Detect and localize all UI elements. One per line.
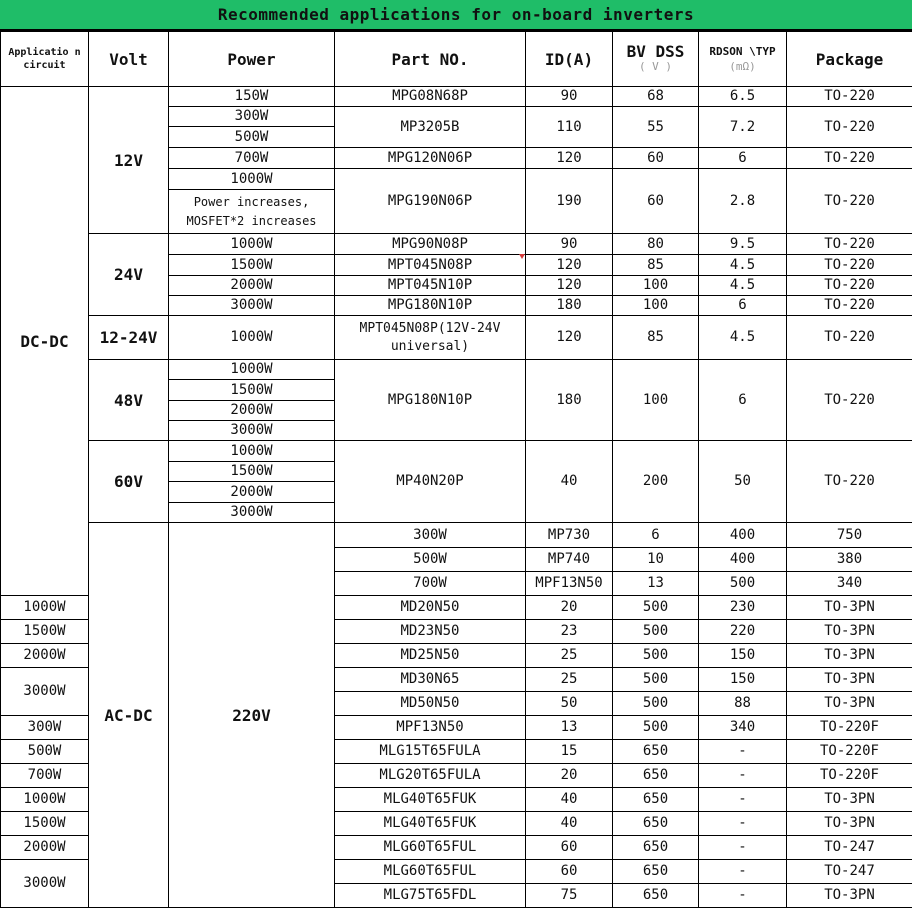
volt-220v: 220V <box>169 523 335 908</box>
power-cell: 1000W <box>169 441 335 462</box>
volt-60v: 60V <box>89 441 169 523</box>
package-cell: TO-220 <box>787 169 912 234</box>
rdson-cell: - <box>699 884 787 908</box>
power-cell: 3000W <box>169 503 335 523</box>
power-cell: 500W <box>1 740 89 764</box>
id-cell: 75 <box>526 884 613 908</box>
power-cell: 500W <box>169 127 335 148</box>
bvdss-cell: 500 <box>613 668 699 692</box>
rdson-cell: 4.5 <box>699 255 787 276</box>
power-cell: 300W <box>335 523 526 548</box>
application-acdc: AC-DC <box>89 523 169 908</box>
id-cell: 40 <box>526 441 613 523</box>
id-cell: 40 <box>526 788 613 812</box>
id-cell: 40 <box>526 812 613 836</box>
id-cell: 120 <box>526 316 613 360</box>
bvdss-cell: 650 <box>613 836 699 860</box>
bvdss-cell: 400 <box>699 523 787 548</box>
bvdss-cell: 55 <box>613 107 699 148</box>
power-cell: 3000W <box>169 296 335 316</box>
rdson-cell: 50 <box>699 441 787 523</box>
id-cell: 110 <box>526 107 613 148</box>
bvdss-cell: 650 <box>613 812 699 836</box>
bvdss-cell: 500 <box>613 692 699 716</box>
volt-48v: 48V <box>89 360 169 441</box>
bvdss-cell: 100 <box>613 276 699 296</box>
package-cell: TO-3PN <box>787 596 912 620</box>
header-power: Power <box>169 32 335 87</box>
id-cell: 15 <box>526 740 613 764</box>
bvdss-cell: 80 <box>613 234 699 255</box>
package-cell: TO-3PN <box>787 788 912 812</box>
part-cell: MPG180N10P <box>335 296 526 316</box>
power-cell: 1000W <box>169 316 335 360</box>
rdson-cell: 340 <box>699 716 787 740</box>
bvdss-cell: 85 <box>613 316 699 360</box>
rdson-cell: 6 <box>699 296 787 316</box>
id-cell: 90 <box>526 234 613 255</box>
part-cell: MPG190N06P <box>335 169 526 234</box>
id-cell: 190 <box>526 169 613 234</box>
part-cell: MD25N50 <box>335 644 526 668</box>
bvdss-cell: 500 <box>613 716 699 740</box>
bvdss-cell: 60 <box>613 148 699 169</box>
header-application-circuit: Applicatio n circuit <box>1 32 89 87</box>
id-cell: 10 <box>613 548 699 572</box>
power-cell: 1000W <box>169 234 335 255</box>
rdson-cell: - <box>699 812 787 836</box>
package-cell: TO-3PN <box>787 620 912 644</box>
id-cell: 25 <box>526 668 613 692</box>
power-cell: 3000W <box>1 860 89 908</box>
table-row <box>1 87 912 107</box>
header-bvdss-label: BV DSS <box>626 42 685 61</box>
id-cell: 13 <box>526 716 613 740</box>
package-cell: TO-220 <box>787 360 912 441</box>
header-rdson-label: RDSON \TYP <box>709 45 776 58</box>
rdson-cell: 220 <box>699 620 787 644</box>
package-cell: TO-3PN <box>787 692 912 716</box>
package-cell: TO-3PN <box>787 884 912 908</box>
power-cell: 1500W <box>1 812 89 836</box>
id-cell: 20 <box>526 764 613 788</box>
id-cell: 120 <box>526 276 613 296</box>
table-row <box>1 523 912 548</box>
volt-12-24v: 12-24V <box>89 316 169 360</box>
package-cell: TO-247 <box>787 860 912 884</box>
package-cell: TO-220F <box>787 716 912 740</box>
bvdss-cell: 500 <box>613 644 699 668</box>
id-cell: 50 <box>526 692 613 716</box>
rdson-cell: 2.8 <box>699 169 787 234</box>
part-cell: MD23N50 <box>335 620 526 644</box>
part-cell: MD30N65 <box>335 668 526 692</box>
power-cell: 2000W <box>169 401 335 421</box>
package-cell: TO-3PN <box>787 668 912 692</box>
power-cell: 1000W <box>169 169 335 190</box>
package-cell: TO-220F <box>787 764 912 788</box>
bvdss-cell: 100 <box>613 360 699 441</box>
header-bvdss <box>613 32 699 87</box>
part-cell: MPT045N10P <box>335 276 526 296</box>
power-cell: 3000W <box>169 421 335 441</box>
table-row <box>1 360 912 380</box>
header-id: ID(A) <box>526 32 613 87</box>
id-cell: 6 <box>613 523 699 548</box>
part-cell: MP40N20P <box>335 441 526 523</box>
part-cell: MPT045N08P <box>335 255 526 276</box>
bvdss-cell: 500 <box>613 620 699 644</box>
part-cell: MPG180N10P <box>335 360 526 441</box>
power-cell: 700W <box>335 572 526 596</box>
part-cell: MLG15T65FULA <box>335 740 526 764</box>
bvdss-cell: 85 <box>613 255 699 276</box>
rdson-cell: 340 <box>787 572 912 596</box>
power-cell: 1500W <box>169 462 335 482</box>
id-cell: 60 <box>526 836 613 860</box>
id-cell: 120 <box>526 255 613 276</box>
package-cell: TO-220 <box>787 87 912 107</box>
id-cell: 180 <box>526 360 613 441</box>
part-cell: MPT045N08P(12V-24V universal) <box>335 316 526 360</box>
power-cell: 1500W <box>169 255 335 276</box>
id-cell: 13 <box>613 572 699 596</box>
rdson-cell: - <box>699 740 787 764</box>
rdson-cell: - <box>699 836 787 860</box>
power-cell: 300W <box>1 716 89 740</box>
rdson-cell: - <box>699 764 787 788</box>
bvdss-cell: 650 <box>613 764 699 788</box>
header-row <box>1 32 912 87</box>
part-cell: MLG60T65FUL <box>335 860 526 884</box>
table-title: Recommended applications for on-board inverters <box>0 0 912 31</box>
part-cell: MLG20T65FULA <box>335 764 526 788</box>
power-cell: 1000W <box>169 360 335 380</box>
rdson-cell: 7.2 <box>699 107 787 148</box>
part-cell: MPG120N06P <box>335 148 526 169</box>
rdson-cell: 4.5 <box>699 276 787 296</box>
table-row <box>1 316 912 360</box>
power-cell: 1500W <box>1 620 89 644</box>
part-cell: MPF13N50 <box>526 572 613 596</box>
bvdss-cell: 650 <box>613 884 699 908</box>
power-cell: 1000W <box>1 788 89 812</box>
header-bvdss-unit: ( V ) <box>638 60 673 73</box>
rdson-cell: 150 <box>699 668 787 692</box>
rdson-cell: 6 <box>699 148 787 169</box>
power-note-cell: Power increases, MOSFET*2 increases <box>169 190 335 234</box>
bvdss-cell: 60 <box>613 169 699 234</box>
header-rdson <box>699 32 787 87</box>
table-row <box>1 234 912 255</box>
part-cell: MLG60T65FUL <box>335 836 526 860</box>
power-cell: 150W <box>169 87 335 107</box>
header-package: Package <box>787 32 912 87</box>
package-cell: TO-220F <box>787 740 912 764</box>
id-cell: 20 <box>526 596 613 620</box>
rdson-cell: 88 <box>699 692 787 716</box>
rdson-cell: 6 <box>699 360 787 441</box>
power-cell: 2000W <box>1 644 89 668</box>
power-cell: 500W <box>335 548 526 572</box>
rdson-cell: 230 <box>699 596 787 620</box>
part-cell: MD50N50 <box>335 692 526 716</box>
part-cell: MD20N50 <box>335 596 526 620</box>
bvdss-cell: 68 <box>613 87 699 107</box>
power-cell: 2000W <box>169 482 335 503</box>
volt-12v: 12V <box>89 87 169 234</box>
header-rdson-unit: (mΩ) <box>729 60 756 73</box>
application-dcdc: DC-DC <box>1 87 89 596</box>
rdson-cell: 380 <box>787 548 912 572</box>
rdson-cell: 9.5 <box>699 234 787 255</box>
power-cell: 1000W <box>1 596 89 620</box>
power-cell: 3000W <box>1 668 89 716</box>
part-cell: MLG75T65FDL <box>335 884 526 908</box>
power-cell: 700W <box>169 148 335 169</box>
bvdss-cell: 100 <box>613 296 699 316</box>
rdson-cell: 750 <box>787 523 912 548</box>
power-cell: 2000W <box>1 836 89 860</box>
part-cell: MPG08N68P <box>335 87 526 107</box>
package-cell: TO-220 <box>787 441 912 523</box>
part-cell: MPG90N08P <box>335 234 526 255</box>
id-cell: 25 <box>526 644 613 668</box>
package-cell: TO-3PN <box>787 812 912 836</box>
bvdss-cell: 500 <box>699 572 787 596</box>
part-cell: MLG40T65FUK <box>335 788 526 812</box>
header-volt: Volt <box>89 32 169 87</box>
bvdss-cell: 650 <box>613 740 699 764</box>
part-cell: MLG40T65FUK <box>335 812 526 836</box>
power-cell: 1500W <box>169 380 335 401</box>
part-cell: MP3205B <box>335 107 526 148</box>
id-cell: 90 <box>526 87 613 107</box>
table-row <box>1 441 912 462</box>
package-cell: TO-220 <box>787 316 912 360</box>
rdson-cell: 4.5 <box>699 316 787 360</box>
rdson-cell: 150 <box>699 644 787 668</box>
power-cell: 300W <box>169 107 335 127</box>
id-cell: 23 <box>526 620 613 644</box>
volt-24v: 24V <box>89 234 169 316</box>
package-cell: TO-220 <box>787 148 912 169</box>
bvdss-cell: 650 <box>613 860 699 884</box>
id-cell: 180 <box>526 296 613 316</box>
package-cell: TO-247 <box>787 836 912 860</box>
part-cell: MP730 <box>526 523 613 548</box>
power-cell: 700W <box>1 764 89 788</box>
mosfet-application-table <box>0 31 912 908</box>
power-cell: 2000W <box>169 276 335 296</box>
bvdss-cell: 500 <box>613 596 699 620</box>
red-corner-marker <box>519 254 525 259</box>
id-cell: 60 <box>526 860 613 884</box>
package-cell: TO-220 <box>787 276 912 296</box>
rdson-cell: - <box>699 860 787 884</box>
part-cell: MP740 <box>526 548 613 572</box>
rdson-cell: 6.5 <box>699 87 787 107</box>
bvdss-cell: 400 <box>699 548 787 572</box>
package-cell: TO-220 <box>787 255 912 276</box>
part-cell: MPF13N50 <box>335 716 526 740</box>
package-cell: TO-3PN <box>787 644 912 668</box>
package-cell: TO-220 <box>787 107 912 148</box>
package-cell: TO-220 <box>787 234 912 255</box>
rdson-cell: - <box>699 788 787 812</box>
bvdss-cell: 650 <box>613 788 699 812</box>
id-cell: 120 <box>526 148 613 169</box>
bvdss-cell: 200 <box>613 441 699 523</box>
package-cell: TO-220 <box>787 296 912 316</box>
header-part-no: Part NO. <box>335 32 526 87</box>
